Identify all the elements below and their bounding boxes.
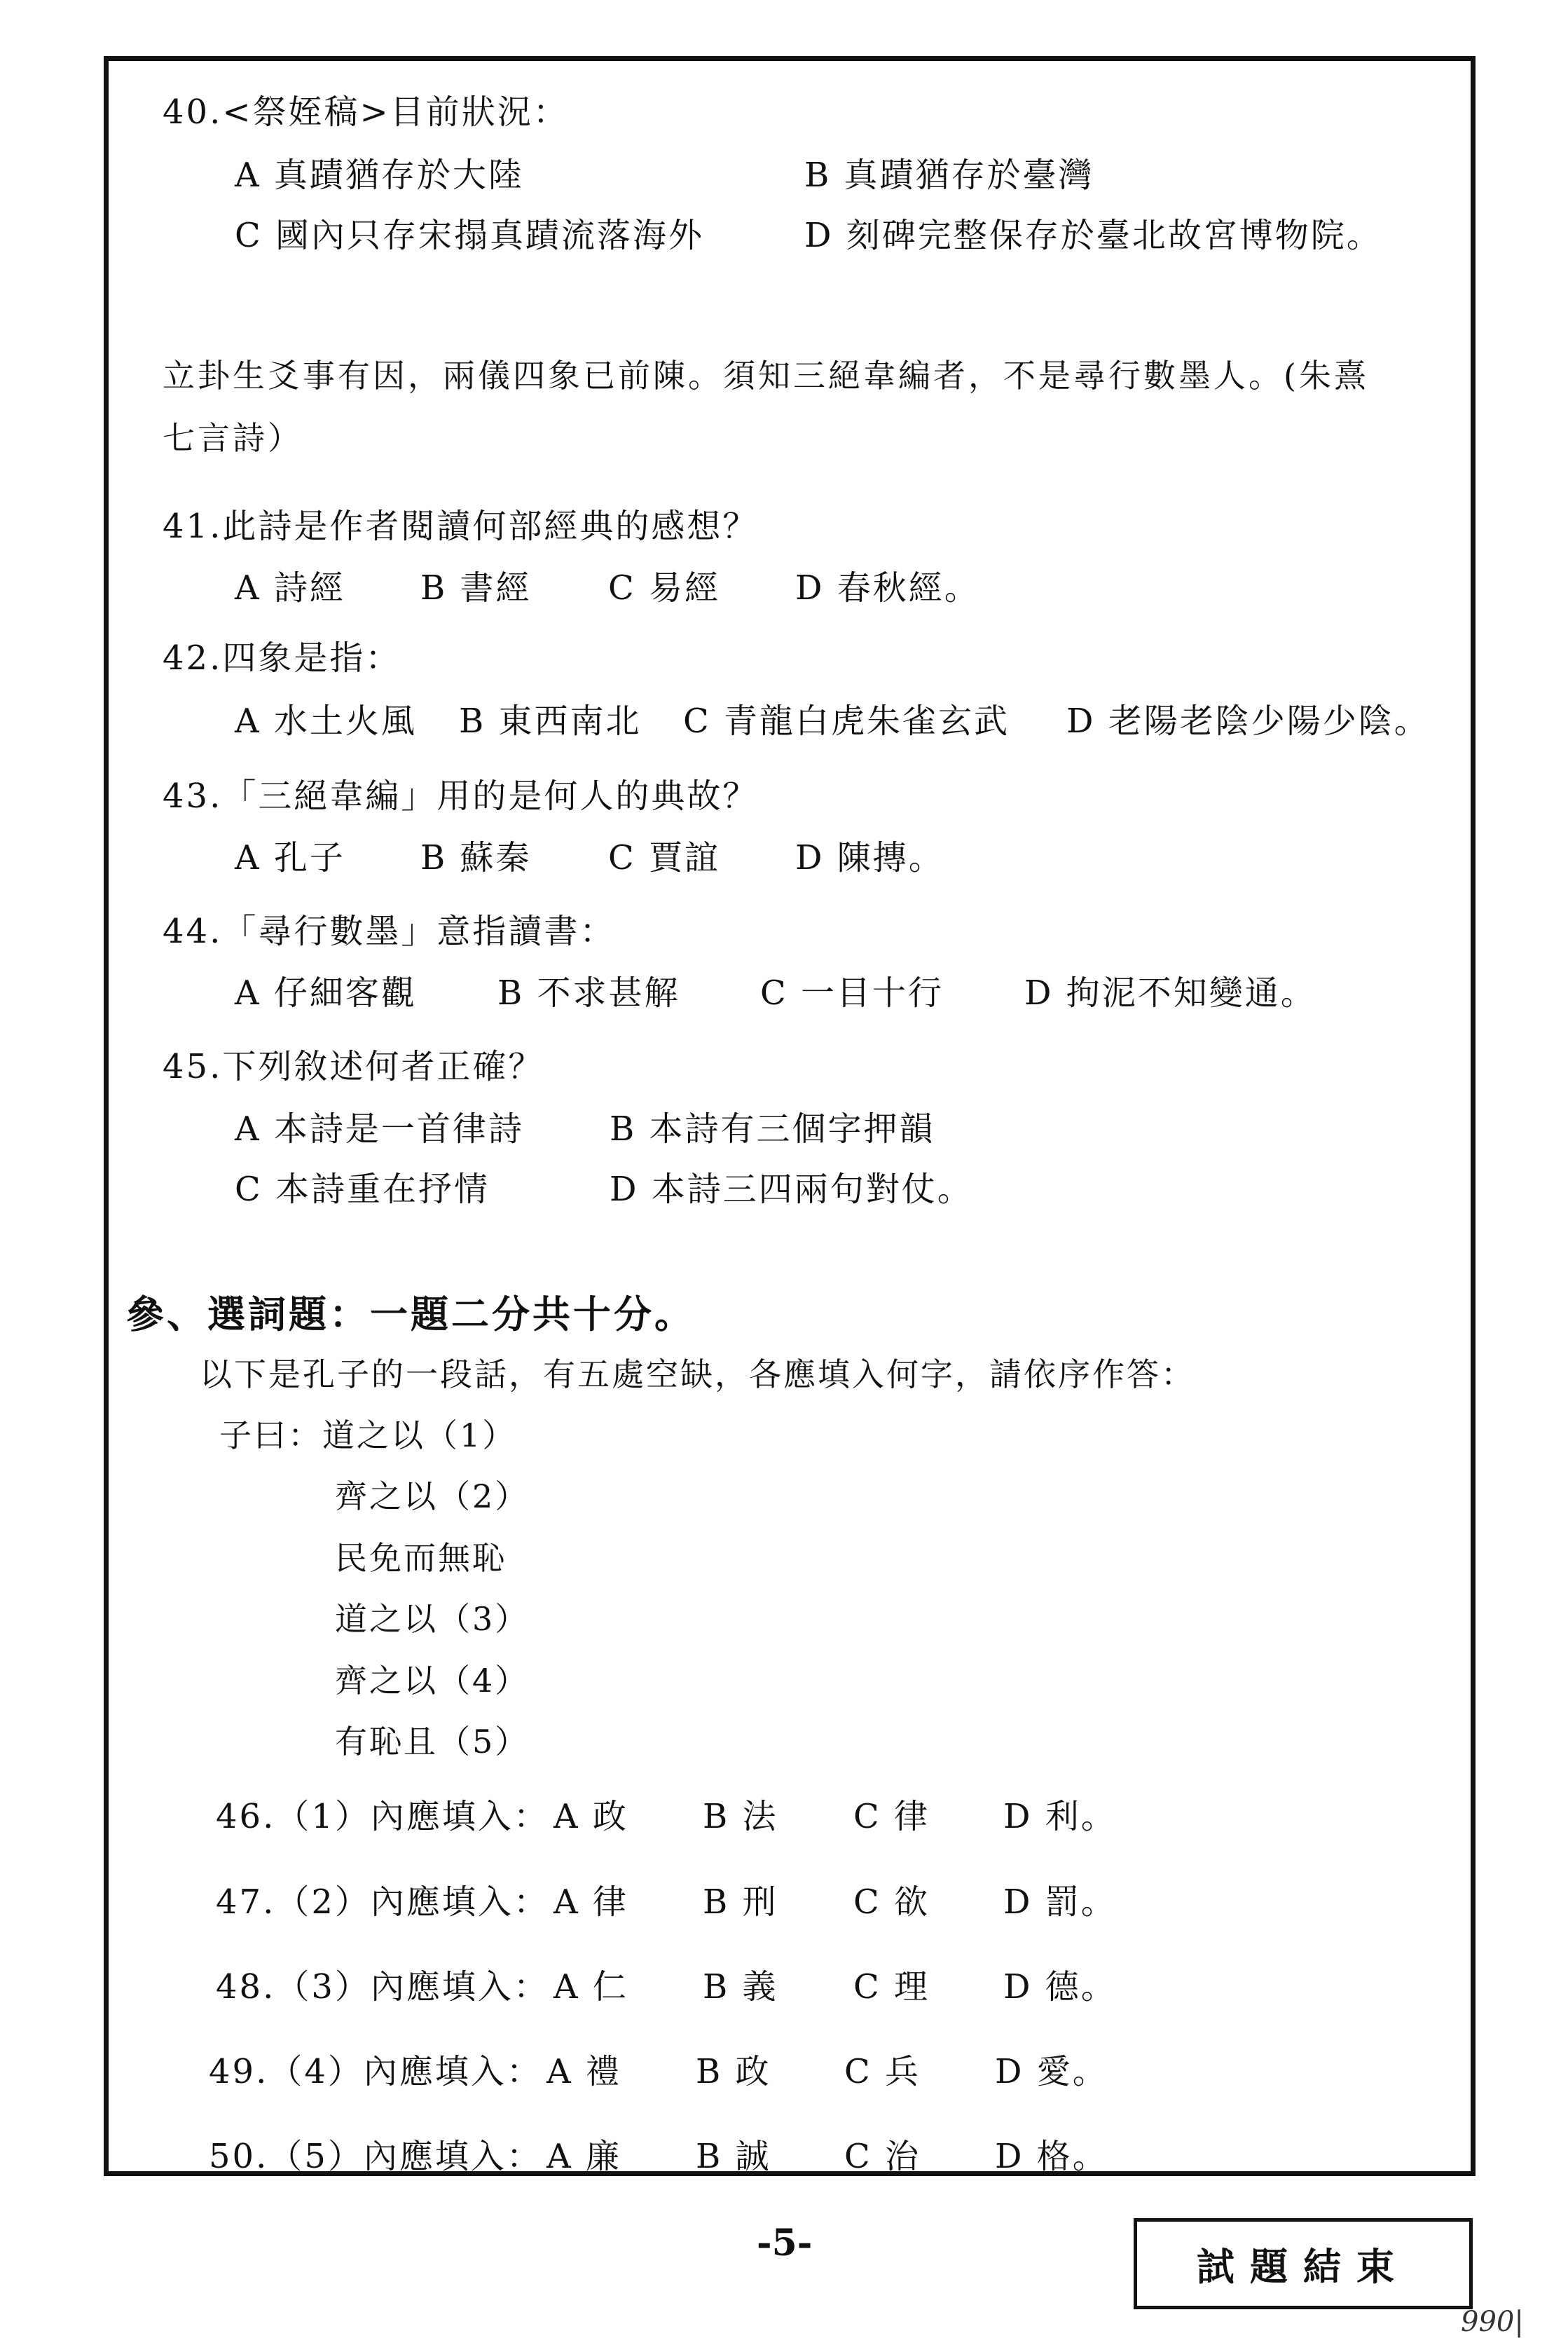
q50-option-b: B 誠 — [696, 2137, 771, 2176]
q42-stem: 42.四象是指： — [163, 638, 401, 678]
q47-option-d: D 罰。 — [1003, 1882, 1117, 1922]
q45-option-b: B 本詩有三個字押韻 — [610, 1109, 935, 1149]
section-heading: 參、選詞題：一題二分共十分。 — [126, 1292, 695, 1337]
end-of-exam-label: 試題結束 — [1197, 2243, 1410, 2289]
page-number: -5- — [757, 2222, 813, 2264]
q41-option-c: C 易經 — [608, 568, 720, 608]
q44-option-b: B 不求甚解 — [497, 973, 680, 1013]
q45-option-c: C 本詩重在抒情 — [235, 1170, 490, 1209]
q42-option-d: D 老陽老陰少陽少陰。 — [1066, 702, 1430, 741]
q40-option-a: A 真蹟猶存於大陸 — [235, 156, 524, 195]
quote-line-2: 齊之以（2） — [335, 1477, 530, 1515]
q50-option-c: C 治 — [844, 2137, 921, 2176]
q44-option-a: A 仔細客觀 — [235, 973, 417, 1013]
margin-scribble: 990| — [1461, 2306, 1524, 2338]
q49-option-c: C 兵 — [844, 2052, 921, 2091]
q48-stem: 48.（3）內應填入： — [216, 1967, 549, 2007]
q49-option-d: D 愛。 — [995, 2052, 1108, 2091]
q41-option-d: D 春秋經。 — [795, 568, 980, 608]
q42-option-a: A 水土火風 — [235, 702, 417, 741]
q44-stem: 44.「尋行數墨」意指讀書： — [163, 912, 616, 951]
section-intro: 以下是孔子的一段話，有五處空缺，各應填入何字，請依序作答： — [200, 1355, 1195, 1393]
q43-option-d: D 陳摶。 — [795, 838, 944, 877]
poem-line-1: 立卦生爻事有因，兩儀四象已前陳。須知三絕韋編者，不是尋行數墨人。(朱熹 — [163, 357, 1369, 395]
q49-option-b: B 政 — [696, 2052, 771, 2091]
q43-option-c: C 賈誼 — [608, 838, 720, 877]
q45-option-a: A 本詩是一首律詩 — [235, 1109, 524, 1149]
q40-option-b: B 真蹟猶存於臺灣 — [804, 156, 1094, 195]
quote-line-4: 道之以（3） — [335, 1600, 530, 1638]
q46-stem: 46.（1）內應填入： — [216, 1797, 549, 1836]
q43-option-a: A 孔子 — [235, 838, 345, 877]
q47-option-c: C 欲 — [853, 1882, 930, 1922]
q47-option-b: B 刑 — [703, 1882, 778, 1922]
q48-option-a: A 仁 — [553, 1967, 628, 2007]
q45-stem: 45.下列敘述何者正確？ — [163, 1047, 544, 1086]
poem-line-2: 七言詩） — [163, 419, 303, 457]
q44-option-d: D 拘泥不知變通。 — [1024, 973, 1316, 1013]
q41-stem: 41.此詩是作者閱讀何部經典的感想？ — [163, 507, 759, 546]
q47-option-a: A 律 — [553, 1882, 628, 1922]
q45-option-d: D 本詩三四兩句對仗。 — [610, 1170, 973, 1209]
quote-line-1: 子曰：道之以（1） — [219, 1416, 517, 1454]
q48-option-b: B 義 — [703, 1967, 778, 2007]
q44-option-c: C 一目十行 — [760, 973, 944, 1013]
q40-option-d: D 刻碑完整保存於臺北故宮博物院。 — [804, 216, 1382, 255]
quote-line-5: 齊之以（4） — [335, 1662, 530, 1700]
q46-option-c: C 律 — [853, 1797, 930, 1836]
quote-line-3: 民免而無恥 — [335, 1539, 507, 1577]
q50-option-d: D 格。 — [995, 2137, 1108, 2176]
q43-option-b: B 蘇秦 — [420, 838, 532, 877]
q46-option-b: B 法 — [703, 1797, 778, 1836]
q41-option-a: A 詩經 — [235, 568, 345, 608]
end-of-exam-box — [1134, 2218, 1473, 2309]
q46-option-d: D 利。 — [1003, 1797, 1117, 1836]
q47-stem: 47.（2）內應填入： — [216, 1882, 549, 1922]
q40-option-c: C 國內只存宋搨真蹟流落海外 — [235, 216, 704, 255]
q49-option-a: A 禮 — [546, 2052, 621, 2091]
q48-option-d: D 德。 — [1003, 1967, 1117, 2007]
q42-option-c: C 青龍白虎朱雀玄武 — [683, 702, 1010, 741]
quote-line-6: 有恥且（5） — [335, 1723, 530, 1761]
q50-stem: 50.（5）內應填入： — [209, 2137, 542, 2176]
q48-option-c: C 理 — [853, 1967, 930, 2007]
q49-stem: 49.（4）內應填入： — [209, 2052, 542, 2091]
q50-option-a: A 廉 — [546, 2137, 621, 2176]
q42-option-b: B 東西南北 — [459, 702, 642, 741]
q43-stem: 43.「三絕韋編」用的是何人的典故？ — [163, 777, 759, 816]
q46-option-a: A 政 — [553, 1797, 628, 1836]
q40-stem: 40.<祭姪稿>目前狀況： — [163, 93, 569, 132]
q41-option-b: B 書經 — [420, 568, 532, 608]
